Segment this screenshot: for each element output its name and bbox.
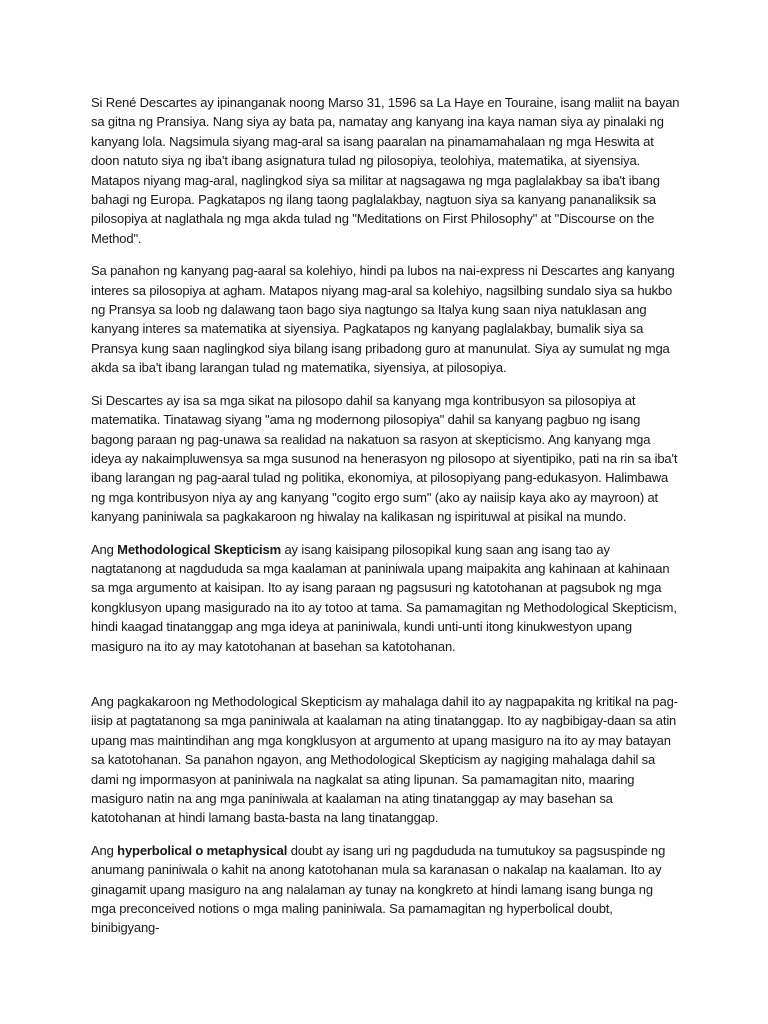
bold-term-hyperbolical-doubt: hyperbolical o metaphysical — [117, 842, 288, 858]
paragraph-1-text: Si René Descartes ay ipinanganak noong Marso 31, 1596 sa La Haye en Touraine, isang maliit na bayan sa gitna ng Pransiya. Nang siya ay bata pa, namatay ang kanyang ina kaya naman siya ay pinalaki ng kanyang lola. Nagsimula siyang mag-aral sa isang paaralan na pinamamahalaan ng mga Heswita at doon natuto siya ng iba't ibang asignatura tulad ng pilosopiya, teolohiya, matematika, at siyensiya. Matapos niyang mag-aral, naglingkod siya sa militar at nagsagawa ng mga paglalakbay sa iba't ibang bahagi ng Europa. Pagkatapos ng ilang taong paglalakbay, nagtuon siya sa kanyang pananaliksik sa pilosopiya at naglathala ng mga akda tulad ng "Meditations on First Philosophy" at "Discourse on the Method". — [91, 95, 680, 246]
bold-term-methodological-skepticism: Methodological Skepticism — [117, 541, 281, 557]
paragraph-3 — [91, 391, 681, 527]
paragraph-3-text: Si Descartes ay isa sa mga sikat na pilosopo dahil sa kanyang mga kontribusyon sa pilosopiya at matematika. Tinatawag siyang "ama ng modernong pilosopiya" dahil sa kanyang pagbuo ng isang bagong paraan ng pag-unawa sa realidad na nakatuon sa rasyon at skepticismo. Ang kanyang mga ideya ay nakaimpluwensya sa mga susunod na henerasyon ng pilosopo at siyentipiko, pati na rin sa iba't ibang larangan ng pag-aaral tulad ng politika, ekonomiya, at pilosopiyang pang-edukasyon. Halimbawa ng mga kontribusyon niya ay ang kanyang "cogito ergo sum" (ako ay naiisip kaya ako ay mayroon) at kanyang paniniwala sa pagkakaroon ng hiwalay na kalikasan ng ispirituwal at pisikal na mundo. — [91, 392, 678, 525]
paragraph-6-rest: doubt ay isang uri ng pagdududa na tumutukoy sa pagsuspinde ng anumang paniniwala o kahit na anong katotohanan mula sa karanasan o nakalap na kaalaman. Ito ay ginagamit upang masiguro na ang nalalaman ay tunay na kongkreto at hindi lamang isang bunga ng mga preconceived notions o mga maling paniniwala. Sa pamamagitan ng hyperbolical doubt, binibigyang- — [91, 842, 666, 936]
document-page — [91, 93, 681, 951]
paragraph-1 — [91, 93, 681, 248]
paragraph-5-text: Ang pagkakaroon ng Methodological Skepticism ay mahalaga dahil ito ay nagpapakita ng kritikal na pag-iisip at pagtatanong sa mga paniniwala at kaalaman na ating tinatanggap. Ito ay nagbibigay-daan sa atin upang mas maintindihan ang mga kongklusyon at argumento at upang masiguro na ito ay may batayan sa katotohanan. Sa panahon ngayon, ang Methodological Skepticism ay nagiging mahalaga dahil sa dami ng impormasyon at paniniwala na nagkalat sa ating lipunan. Sa pamamagitan nito, maaring masiguro natin na ang mga paniniwala at kaalaman na ating tinatanggap ay may basehan sa katotohanan at hindi lamang basta-basta na lang tinatanggap. — [91, 693, 678, 826]
paragraph-6-lead: Ang — [91, 842, 118, 858]
paragraph-4-rest: ay isang kaisipang pilosopikal kung saan ang isang tao ay nagtatanong at nagdududa sa mga kaalaman at paniniwala upang maipakita ang kahinaan at kahinaan sa mga argumento at kaisipan. Ito ay isang paraan ng pagsusuri ng katotohanan at pagsubok ng mga kongklusyon upang masigurado na ito ay totoo at tama. Sa pamamagitan ng Methodological Skepticism, hindi kaagad tinatanggap ang mga ideya at paniniwala, kundi unti-unti itong kinukwestyon upang masiguro na ito ay may katotohanan at basehan sa katotohanan. — [91, 541, 677, 654]
paragraph-4-lead: Ang — [91, 541, 118, 557]
paragraph-4 — [91, 540, 681, 656]
paragraph-2 — [91, 261, 681, 377]
paragraph-6 — [91, 841, 681, 938]
paragraph-5 — [91, 692, 681, 828]
paragraph-2-text: Sa panahon ng kanyang pag-aaral sa kolehiyo, hindi pa lubos na nai-express ni Descartes ang kanyang interes sa pilosopiya at agham. Matapos niyang mag-aral sa kolehiyo, nagsilbing sundalo siya sa hukbo ng Pransya sa loob ng dalawang taon bago siya nagtungo sa Italya kung saan niya natuklasan ang kanyang interes sa matematika at siyensiya. Pagkatapos ng kanyang paglalakbay, bumalik siya sa Pransya kung saan naglingkod siya bilang isang pribadong guro at manunulat. Siya ay sumulat ng mga akda sa iba't ibang larangan tulad ng matematika, siyensiya, at pilosopiya. — [91, 263, 675, 376]
